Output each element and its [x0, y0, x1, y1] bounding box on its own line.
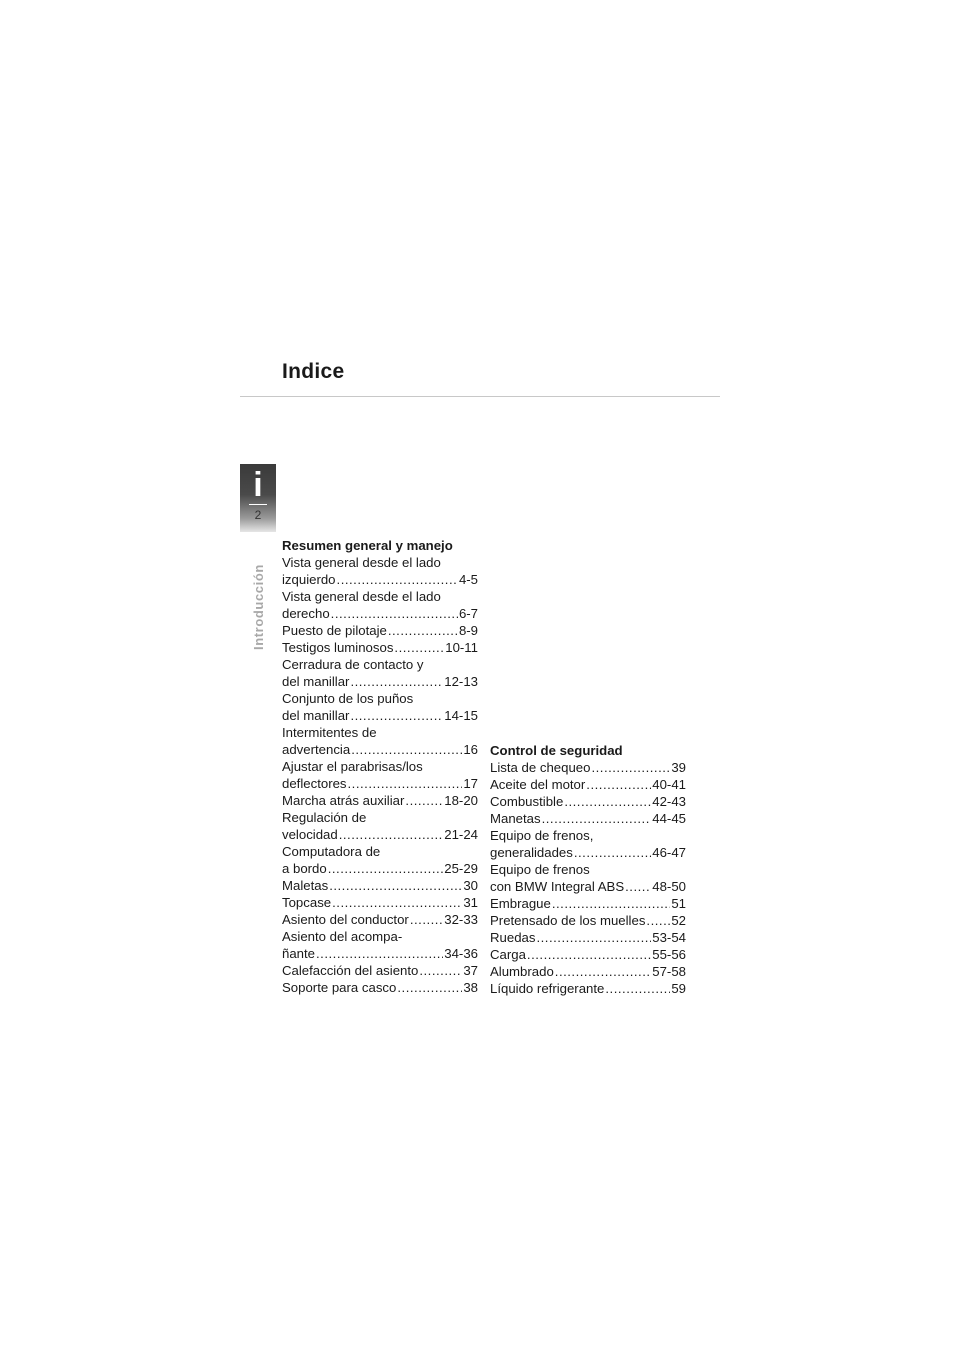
toc-column-left: [282, 537, 478, 996]
dot-leader: [542, 810, 652, 827]
toc-entry[interactable]: [282, 707, 478, 724]
toc-entry-list: [282, 554, 478, 996]
toc-entry-label: Alumbrado: [490, 964, 554, 979]
toc-entry-page: 25-29: [444, 861, 478, 876]
toc-entry-page: 4-5: [458, 572, 478, 587]
dot-leader: [591, 759, 670, 776]
dot-leader: [339, 826, 444, 843]
page-title: Indice: [282, 360, 345, 383]
dot-leader: [564, 793, 651, 810]
toc-entry-label: Topcase: [282, 895, 332, 910]
toc-entry[interactable]: [282, 741, 478, 758]
toc-entry-page: 17: [463, 776, 478, 791]
toc-entry[interactable]: [282, 673, 478, 690]
toc-entry-page: 38: [463, 980, 478, 995]
toc-entry-continuation: Vista general desde el lado: [282, 589, 441, 604]
toc-entry-continuation: Intermitentes de: [282, 725, 377, 740]
toc-entry-label: Embrague: [490, 896, 551, 911]
toc-entry-continuation: Equipo de frenos,: [490, 828, 594, 843]
dot-leader: [410, 911, 443, 928]
toc-entry[interactable]: [282, 945, 478, 962]
dot-leader: [332, 894, 462, 911]
toc-entry-label: Marcha atrás auxiliar: [282, 793, 405, 808]
toc-entry-page: 34-36: [444, 946, 478, 961]
toc-entry-page: 42-43: [652, 794, 686, 809]
toc-entry-continuation: Computadora de: [282, 844, 381, 859]
toc-entry[interactable]: [282, 911, 478, 928]
toc-entry[interactable]: [282, 639, 478, 656]
dot-leader: [316, 945, 443, 962]
toc-entry-page: 40-41: [652, 777, 686, 792]
dot-leader: [337, 571, 458, 588]
toc-entry-page: 6-7: [458, 606, 478, 621]
toc-entry-label: Aceite del motor: [490, 777, 586, 792]
toc-entry-label: Líquido refrigerante: [490, 981, 605, 996]
toc-entry-label: Pretensado de los muelles: [490, 913, 646, 928]
tab-divider: [249, 504, 267, 505]
section-side-label: Introducción: [251, 564, 266, 650]
toc-entry-page: 57-58: [652, 964, 686, 979]
toc-entry-page: 55-56: [652, 947, 686, 962]
dot-leader: [586, 776, 651, 793]
toc-entry-label: advertencia: [282, 742, 351, 757]
toc-entry-label: Lista de chequeo: [490, 760, 591, 775]
toc-entry[interactable]: [282, 894, 478, 911]
dot-leader: [555, 963, 651, 980]
toc-entry-label: Combustible: [490, 794, 564, 809]
toc-entry[interactable]: [490, 895, 686, 912]
toc-entry-page: 59: [671, 981, 686, 996]
toc-entry-label: a bordo: [282, 861, 327, 876]
toc-section-heading: Control de seguridad: [490, 743, 623, 758]
dot-leader: [536, 929, 651, 946]
toc-entry[interactable]: [282, 877, 478, 894]
dot-leader: [351, 741, 462, 758]
toc-entry-page: 16: [463, 742, 478, 757]
toc-entry-continuation: Conjunto de los puños: [282, 691, 414, 706]
toc-entry-label: Asiento del conductor: [282, 912, 409, 927]
dot-leader: [350, 707, 443, 724]
toc-entry-continuation: Ajustar el parabrisas/los: [282, 759, 423, 774]
title-divider: [240, 396, 720, 397]
toc-entry-label: Manetas: [490, 811, 541, 826]
toc-entry-label: ñante: [282, 946, 316, 961]
dot-leader: [646, 912, 670, 929]
toc-entry-page: 53-54: [652, 930, 686, 945]
toc-entry-page: 46-47: [652, 845, 686, 860]
toc-entry[interactable]: [490, 929, 686, 946]
dot-leader: [394, 639, 444, 656]
dot-leader: [605, 980, 670, 997]
toc-entry-page: 31: [463, 895, 478, 910]
toc-entry[interactable]: [282, 826, 478, 843]
dot-leader: [348, 775, 463, 792]
info-icon: i: [253, 466, 263, 504]
dot-leader: [527, 946, 651, 963]
toc-entry[interactable]: [490, 793, 686, 810]
page-number: 2: [254, 508, 262, 522]
toc-entry-page: 12-13: [444, 674, 478, 689]
toc-entry-continuation: Asiento del acompa-: [282, 929, 403, 944]
dot-leader: [328, 860, 444, 877]
dot-leader: [552, 895, 670, 912]
toc-entry-page: 21-24: [444, 827, 478, 842]
toc-entry-continuation: Cerradura de contacto y: [282, 657, 424, 672]
section-tab: [240, 464, 276, 532]
toc-entry-label: generalidades: [490, 845, 573, 860]
toc-entry-page: 44-45: [652, 811, 686, 826]
dot-leader: [397, 979, 462, 996]
toc-entry-page: 39: [671, 760, 686, 775]
toc-entry[interactable]: [490, 844, 686, 861]
toc-entry[interactable]: [282, 792, 478, 809]
toc-section-heading: Resumen general y manejo: [282, 538, 453, 553]
toc-entry[interactable]: [490, 946, 686, 963]
toc-entry-label: derecho: [282, 606, 330, 621]
dot-leader: [331, 605, 458, 622]
toc-entry[interactable]: [490, 963, 686, 980]
toc-entry[interactable]: [282, 622, 478, 639]
toc-entry[interactable]: [282, 860, 478, 877]
toc-entry-page: 8-9: [458, 623, 478, 638]
toc-entry-page: 10-11: [445, 640, 478, 655]
toc-column-right: [490, 742, 686, 997]
dot-leader: [419, 962, 462, 979]
dot-leader: [388, 622, 458, 639]
toc-entry[interactable]: [490, 980, 686, 997]
toc-entry-label: Ruedas: [490, 930, 536, 945]
toc-entry-label: Carga: [490, 947, 526, 962]
toc-entry-label: deflectores: [282, 776, 347, 791]
dot-leader: [574, 844, 651, 861]
toc-entry[interactable]: [282, 962, 478, 979]
toc-entry-continuation: Regulación de: [282, 810, 367, 825]
toc-entry-page: 30: [463, 878, 478, 893]
toc-entry-page: 18-20: [444, 793, 478, 808]
toc-entry-label: izquierdo: [282, 572, 336, 587]
toc-entry-list: [490, 759, 686, 997]
toc-entry-page: 48-50: [652, 879, 686, 894]
toc-entry[interactable]: [490, 810, 686, 827]
dot-leader: [329, 877, 462, 894]
toc-entry[interactable]: [282, 571, 478, 588]
toc-entry[interactable]: [490, 912, 686, 929]
toc-entry-continuation: Vista general desde el lado: [282, 555, 441, 570]
dot-leader: [405, 792, 443, 809]
dot-leader: [350, 673, 443, 690]
toc-entry-page: 14-15: [444, 708, 478, 723]
toc-entry-label: Calefacción del asiento: [282, 963, 419, 978]
toc-entry[interactable]: [282, 775, 478, 792]
toc-entry-label: del manillar: [282, 674, 350, 689]
toc-entry-label: Maletas: [282, 878, 329, 893]
toc-entry[interactable]: [490, 759, 686, 776]
toc-entry-page: 37: [463, 963, 478, 978]
toc-entry[interactable]: [490, 776, 686, 793]
toc-entry-label: Soporte para casco: [282, 980, 397, 995]
toc-entry[interactable]: [282, 979, 478, 996]
dot-leader: [625, 878, 651, 895]
toc-entry-page: 32-33: [444, 912, 478, 927]
toc-entry[interactable]: [282, 605, 478, 622]
toc-entry-label: Puesto de pilotaje: [282, 623, 387, 638]
toc-entry-page: 51: [671, 896, 686, 911]
toc-entry-continuation: Equipo de frenos: [490, 862, 590, 877]
toc-entry-label: con BMW Integral ABS: [490, 879, 625, 894]
toc-entry[interactable]: [490, 878, 686, 895]
toc-entry-label: Testigos luminosos: [282, 640, 394, 655]
toc-entry-label: del manillar: [282, 708, 350, 723]
toc-entry-page: 52: [671, 913, 686, 928]
toc-entry-label: velocidad: [282, 827, 338, 842]
